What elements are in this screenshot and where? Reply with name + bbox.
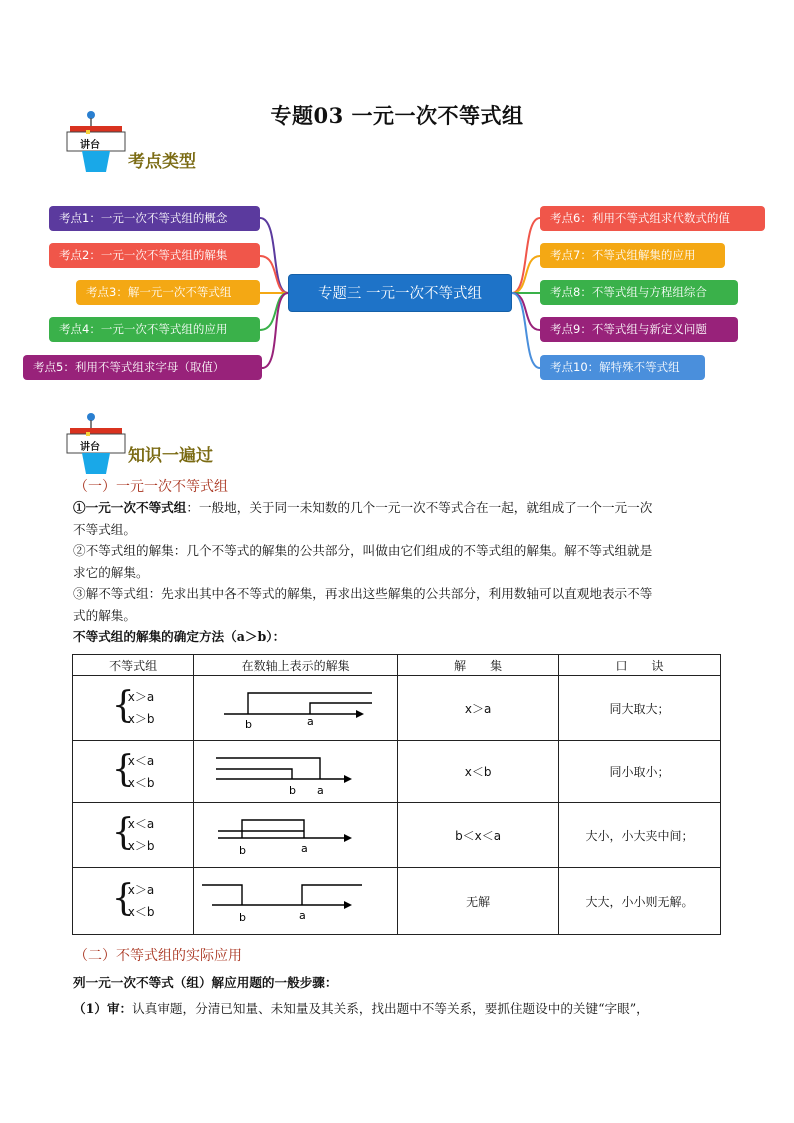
mnemonic-cell: 同大取大； <box>559 676 721 741</box>
para2-line1: ②不等式组的解集：几个不等式的解集的公共部分，叫做由它们组成的不等式组的解集。解不等式组就是 <box>73 543 653 558</box>
table-row <box>73 741 721 803</box>
system-cell <box>73 803 194 868</box>
ineq-1: x＜a <box>127 817 155 831</box>
numberline-cell <box>194 803 398 868</box>
para3-line1: ③解不等式组：先求出其中各不等式的解集，再求出这些解集的公共部分，利用数轴可以直观地表示不等 <box>73 586 653 601</box>
header-mnemonic: 口 诀 <box>559 655 721 676</box>
podium-label: 讲台 <box>80 140 100 151</box>
numberline-diagram <box>196 804 396 864</box>
para1-text: ：一般地，关于同一未知数的几个一元一次不等式合在一起，就组成了一个一元一次 <box>186 500 653 515</box>
ineq-2: x＞b <box>127 839 155 853</box>
mindmap-node-2: 考点2：一元一次不等式组的解集 <box>49 243 260 268</box>
mindmap-node-8: 考点8：不等式组与方程组综合 <box>540 280 738 305</box>
mindmap-node-7: 考点7：不等式组解集的应用 <box>540 243 725 268</box>
tick-label-b: b <box>288 784 296 797</box>
header-numberline: 在数轴上表示的解集 <box>194 655 398 676</box>
step-1 <box>73 998 743 1020</box>
para1-term: ①一元一次不等式组 <box>73 500 187 515</box>
numberline-cell <box>194 741 398 803</box>
ineq-1: x＞a <box>127 883 155 897</box>
table-row <box>73 676 721 741</box>
solution-cell: 无解 <box>398 868 559 935</box>
paragraph-1 <box>73 497 733 541</box>
paragraph-3 <box>73 583 733 627</box>
table-row <box>73 803 721 868</box>
solution-table <box>72 654 721 935</box>
mindmap-node-6: 考点6：利用不等式组求代数式的值 <box>540 206 765 231</box>
numberline-cell <box>194 868 398 935</box>
mindmap-node-5: 考点5：利用不等式组求字母（取值） <box>23 355 262 380</box>
tick-label-a: a <box>306 714 314 728</box>
mindmap-center: 专题三 一元一次不等式组 <box>288 274 512 312</box>
subheading-2: （二）不等式组的实际应用 <box>74 948 242 964</box>
ineq-2: x＞b <box>127 712 155 726</box>
mnemonic-cell: 大小，小大夹中间； <box>559 803 721 868</box>
brace-icon: { <box>111 812 135 853</box>
tick-label-b: b <box>238 910 246 924</box>
table-header-row <box>73 655 721 676</box>
inequality-system <box>112 813 155 857</box>
numberline-cell <box>194 676 398 741</box>
section-heading-knowledge: 知识一遍过 <box>128 446 213 466</box>
ineq-1: x＞a <box>127 690 155 704</box>
system-cell <box>73 676 194 741</box>
solution-cell: b＜x＜a <box>398 803 559 868</box>
para3-line2: 式的解集。 <box>73 608 136 623</box>
tick-label-a: a <box>298 908 306 922</box>
ineq-2: x＜b <box>127 905 155 919</box>
mnemonic-cell: 同小取小； <box>559 741 721 803</box>
inequality-system <box>112 879 155 923</box>
header-system: 不等式组 <box>73 655 194 676</box>
mnemonic-cell: 大大，小小则无解。 <box>559 868 721 935</box>
method-title: 不等式组的解集的确定方法（a＞b）： <box>73 629 286 644</box>
step1-text: 认真审题，分清已知量、未知量及其关系，找出题中不等关系，要抓住题设中的关键“字眼”， <box>132 1001 649 1016</box>
mindmap-node-4: 考点4：一元一次不等式组的应用 <box>49 317 260 342</box>
ineq-2: x＜b <box>127 775 155 790</box>
mindmap-node-3: 考点3：解一元一次不等式组 <box>76 280 260 305</box>
header-solution: 解 集 <box>398 655 559 676</box>
brace-icon: { <box>111 748 135 790</box>
mindmap-node-1: 考点1：一元一次不等式组的概念 <box>49 206 260 231</box>
system-cell <box>73 868 194 935</box>
tick-label-b: b <box>238 843 246 857</box>
para2-line2: 求它的解集。 <box>73 565 149 580</box>
para1-cont: 不等式组。 <box>73 522 136 537</box>
tick-label-a: a <box>300 841 308 855</box>
section-heading-types: 考点类型 <box>128 152 196 172</box>
solution-cell: x＜b <box>398 741 559 803</box>
table-row <box>73 868 721 935</box>
inequality-system <box>112 686 155 730</box>
inequality-system <box>112 750 155 794</box>
subheading-1: （一）一元一次不等式组 <box>74 479 228 495</box>
podium-label-2: 讲台 <box>80 442 100 453</box>
numberline-diagram <box>196 677 396 737</box>
steps-title: 列一元一次不等式（组）解应用题的一般步骤： <box>73 975 338 990</box>
numberline-diagram <box>196 741 396 799</box>
brace-icon: { <box>111 878 135 919</box>
brace-icon: { <box>111 685 135 726</box>
numberline-diagram <box>196 869 396 931</box>
page-title: 专题03 一元一次不等式组 <box>270 103 524 128</box>
system-cell <box>73 741 194 803</box>
paragraph-2 <box>73 540 733 584</box>
mindmap-node-10: 考点10：解特殊不等式组 <box>540 355 705 380</box>
step1-label: （1）审： <box>73 1001 133 1016</box>
mindmap-node-9: 考点9：不等式组与新定义问题 <box>540 317 738 342</box>
tick-label-b: b <box>244 717 252 731</box>
ineq-1: x＜a <box>127 753 155 768</box>
tick-label-a: a <box>316 784 324 797</box>
solution-cell: x＞a <box>398 676 559 741</box>
